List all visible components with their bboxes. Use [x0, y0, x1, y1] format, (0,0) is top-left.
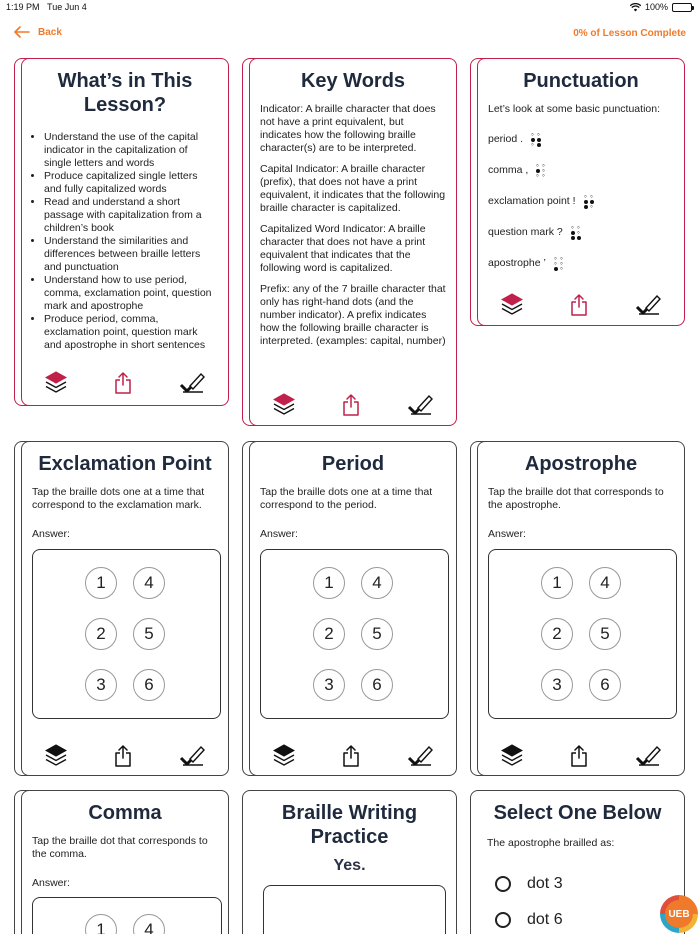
dot-button-2[interactable]: 2	[313, 618, 345, 650]
braille-dot	[560, 267, 563, 270]
radio-button[interactable]	[495, 912, 511, 928]
status-time: 1:19 PM Tue Jun 4	[6, 2, 87, 12]
braille-dot	[577, 226, 580, 229]
card-title: Key Words	[300, 70, 406, 92]
option-label: dot 3	[527, 875, 563, 892]
exercise-prompt: Tap the braille dot that corresponds to the comma.	[32, 835, 208, 860]
check-pencil-icon[interactable]	[635, 745, 661, 767]
braille-dot	[590, 200, 594, 204]
card-title: Select One Below	[493, 802, 662, 824]
dot-button-1[interactable]: 1	[313, 567, 345, 599]
braille-dot	[571, 226, 574, 229]
braille-dot	[554, 262, 557, 265]
lesson-objective: • Produce period, comma, exclamation point, question mark and apostrophe in short sentences	[44, 313, 216, 352]
layers-icon[interactable]	[501, 293, 523, 317]
layers-icon[interactable]	[273, 393, 295, 417]
braille-dot	[531, 138, 535, 142]
share-icon[interactable]	[570, 294, 588, 316]
punctuation-item	[488, 248, 674, 279]
braille-dot	[536, 174, 539, 177]
comma-exercise-card	[21, 790, 229, 934]
braille-dot	[577, 236, 581, 240]
key-word-definition: Prefix: any of the 7 braille character that only has right-hand dots (and the number indicator). A prefix indicates how the following braille character is interpreted. (examples: capital, number)	[260, 283, 446, 347]
punctuation-label: question mark ?	[488, 226, 563, 238]
check-pencil-icon[interactable]	[407, 745, 433, 767]
card-footer	[22, 371, 228, 395]
check-pencil-icon[interactable]	[407, 394, 433, 416]
braille-dot	[531, 133, 534, 136]
dot-button-6[interactable]: 6	[361, 669, 393, 701]
braille-exercise-card	[249, 441, 457, 776]
punctuation-label: exclamation point !	[488, 195, 576, 207]
braille-writing-practice-card	[242, 790, 457, 934]
braille-dot	[560, 262, 563, 265]
back-label: Back	[38, 26, 62, 38]
dot-button-5[interactable]: 5	[133, 618, 165, 650]
practice-input-area[interactable]	[263, 885, 446, 934]
option-label: dot 6	[527, 911, 563, 928]
braille-dot	[584, 195, 587, 198]
braille-dot	[536, 169, 540, 173]
dot-button-4[interactable]: 4	[133, 567, 165, 599]
key-words-body	[250, 103, 456, 348]
dot-button-6[interactable]: 6	[589, 669, 621, 701]
layers-icon[interactable]	[273, 744, 295, 768]
answer-option[interactable]	[471, 902, 684, 934]
punctuation-label: comma ,	[488, 164, 529, 176]
punctuation-item	[488, 186, 674, 217]
punctuation-item	[488, 124, 674, 155]
check-pencil-icon[interactable]	[635, 294, 661, 316]
lesson-objective: • Produce capitalized single letters and fully capitalized words	[44, 170, 216, 196]
braille-dot	[531, 143, 534, 146]
braille-cell-icon	[536, 164, 546, 178]
punctuation-card	[477, 58, 685, 326]
braille-dot	[554, 267, 558, 271]
braille-input-box	[488, 549, 677, 719]
layers-icon[interactable]	[45, 744, 67, 768]
share-icon[interactable]	[342, 394, 360, 416]
lesson-overview-card	[21, 58, 229, 406]
braille-exercise-card	[477, 441, 685, 776]
braille-dot	[577, 231, 580, 234]
check-pencil-icon[interactable]	[179, 745, 205, 767]
braille-dot	[536, 164, 539, 167]
dot-button-3[interactable]: 3	[85, 669, 117, 701]
braille-dot	[537, 138, 541, 142]
select-prompt: The apostrophe brailled as:	[487, 837, 615, 849]
dot-button-1[interactable]: 1	[85, 914, 117, 934]
answer-options	[471, 866, 684, 934]
braille-exercise-card	[21, 441, 229, 776]
punctuation-item	[488, 217, 674, 248]
card-title: Apostrophe	[524, 453, 638, 475]
punctuation-item	[488, 155, 674, 186]
punctuation-label: period .	[488, 133, 524, 145]
lesson-progress: 0% of Lesson Complete	[573, 28, 686, 39]
card-title: Period	[321, 453, 385, 475]
layers-icon[interactable]	[45, 371, 67, 395]
battery-percent: 100%	[644, 2, 668, 12]
punctuation-label: apostrophe ’	[488, 257, 546, 269]
braille-dot	[542, 164, 545, 167]
card-title: What’s in This Lesson?	[57, 70, 193, 116]
key-words-card	[249, 58, 457, 426]
layers-icon[interactable]	[501, 744, 523, 768]
braille-dot	[571, 236, 575, 240]
arrow-left-icon	[14, 26, 30, 38]
feedback-text: Yes.	[333, 857, 366, 874]
dot-button-5[interactable]: 5	[361, 618, 393, 650]
lesson-objective: • Read and understand a short passage with capitalization from a children’s book	[44, 196, 216, 235]
status-indicators	[630, 2, 692, 12]
card-footer	[478, 293, 684, 317]
dot-button-3[interactable]: 3	[541, 669, 573, 701]
exercise-prompt: Tap the braille dots one at a time that correspond to the exclamation mark.	[32, 486, 205, 511]
key-word-definition: Indicator: A braille character that does not have a print equivalent, but indicates how the following braille character(s) are to be interpreted.	[260, 103, 436, 154]
dot-button-2[interactable]: 2	[541, 618, 573, 650]
braille-dot	[554, 257, 557, 260]
status-bar	[0, 0, 700, 16]
braille-cell-icon	[571, 226, 581, 240]
braille-dot	[584, 205, 588, 209]
braille-dot	[542, 169, 545, 172]
card-footer	[250, 744, 456, 768]
dot-button-5[interactable]: 5	[589, 618, 621, 650]
braille-dot	[590, 205, 593, 208]
answer-option[interactable]	[471, 866, 684, 902]
share-icon[interactable]	[114, 372, 132, 394]
braille-input-box	[32, 549, 221, 719]
braille-dot	[584, 200, 588, 204]
radio-button[interactable]	[495, 876, 511, 892]
key-word-definition: Capital Indicator: A braille character (prefix), that does not have a print equivalent, it indicates that the following braille character is capitalized.	[260, 163, 446, 214]
card-footer	[22, 744, 228, 768]
answer-label: Answer:	[32, 528, 70, 540]
nav-bar	[0, 24, 700, 44]
card-title: Braille Writing Practice	[281, 802, 418, 848]
dot-button-1[interactable]: 1	[541, 567, 573, 599]
answer-label: Answer:	[32, 877, 70, 889]
dot-button-2[interactable]: 2	[85, 618, 117, 650]
punctuation-intro: Let’s look at some basic punctuation:	[488, 103, 660, 115]
exercise-prompt: Tap the braille dots one at a time that correspond to the period.	[260, 486, 433, 511]
battery-icon	[672, 3, 692, 12]
share-icon[interactable]	[342, 745, 360, 767]
exercise-prompt: Tap the braille dot that corresponds to the apostrophe.	[488, 486, 664, 511]
braille-dot	[542, 174, 545, 177]
braille-dot	[571, 231, 575, 235]
dot-button-4[interactable]: 4	[361, 567, 393, 599]
braille-cell-icon	[531, 133, 541, 147]
card-title: Comma	[88, 802, 162, 824]
share-icon[interactable]	[570, 745, 588, 767]
check-pencil-icon[interactable]	[179, 372, 205, 394]
braille-input-box	[32, 897, 222, 934]
lesson-objective: • Understand the similarities and differences between braille letters and punctuation	[44, 235, 216, 274]
dot-button-4[interactable]: 4	[589, 567, 621, 599]
braille-dot	[590, 195, 593, 198]
braille-dot	[560, 257, 563, 260]
key-word-definition: Capitalized Word Indicator: A braille character that does not have a print equivalent that indicates that the following word is capitalized.	[260, 223, 426, 274]
share-icon[interactable]	[114, 745, 132, 767]
back-button[interactable]	[14, 26, 62, 38]
punctuation-list	[488, 124, 674, 279]
answer-label: Answer:	[488, 528, 526, 540]
braille-dot	[537, 133, 540, 136]
dot-button-3[interactable]: 3	[313, 669, 345, 701]
card-title: Punctuation	[523, 70, 639, 92]
braille-dot	[537, 143, 541, 147]
dot-button-1[interactable]: 1	[85, 567, 117, 599]
braille-input-box	[260, 549, 449, 719]
card-footer	[478, 744, 684, 768]
select-one-card	[470, 790, 685, 934]
wifi-icon	[630, 3, 641, 12]
dot-button-6[interactable]: 6	[133, 669, 165, 701]
dot-button-4[interactable]: 4	[133, 914, 165, 934]
braille-cell-icon	[584, 195, 594, 209]
card-title: Exclamation Point	[38, 453, 212, 475]
braille-cell-icon	[554, 257, 564, 271]
lesson-objectives-list	[22, 131, 228, 352]
lesson-objective: • Understand the use of the capital indicator in the capitalization of single letters and words	[44, 131, 216, 170]
lesson-objective: • Understand how to use period, comma, exclamation point, question mark and apostrophe	[44, 274, 216, 313]
ueb-logo[interactable]: UEB	[660, 895, 698, 933]
answer-label: Answer:	[260, 528, 298, 540]
card-footer	[250, 393, 456, 417]
